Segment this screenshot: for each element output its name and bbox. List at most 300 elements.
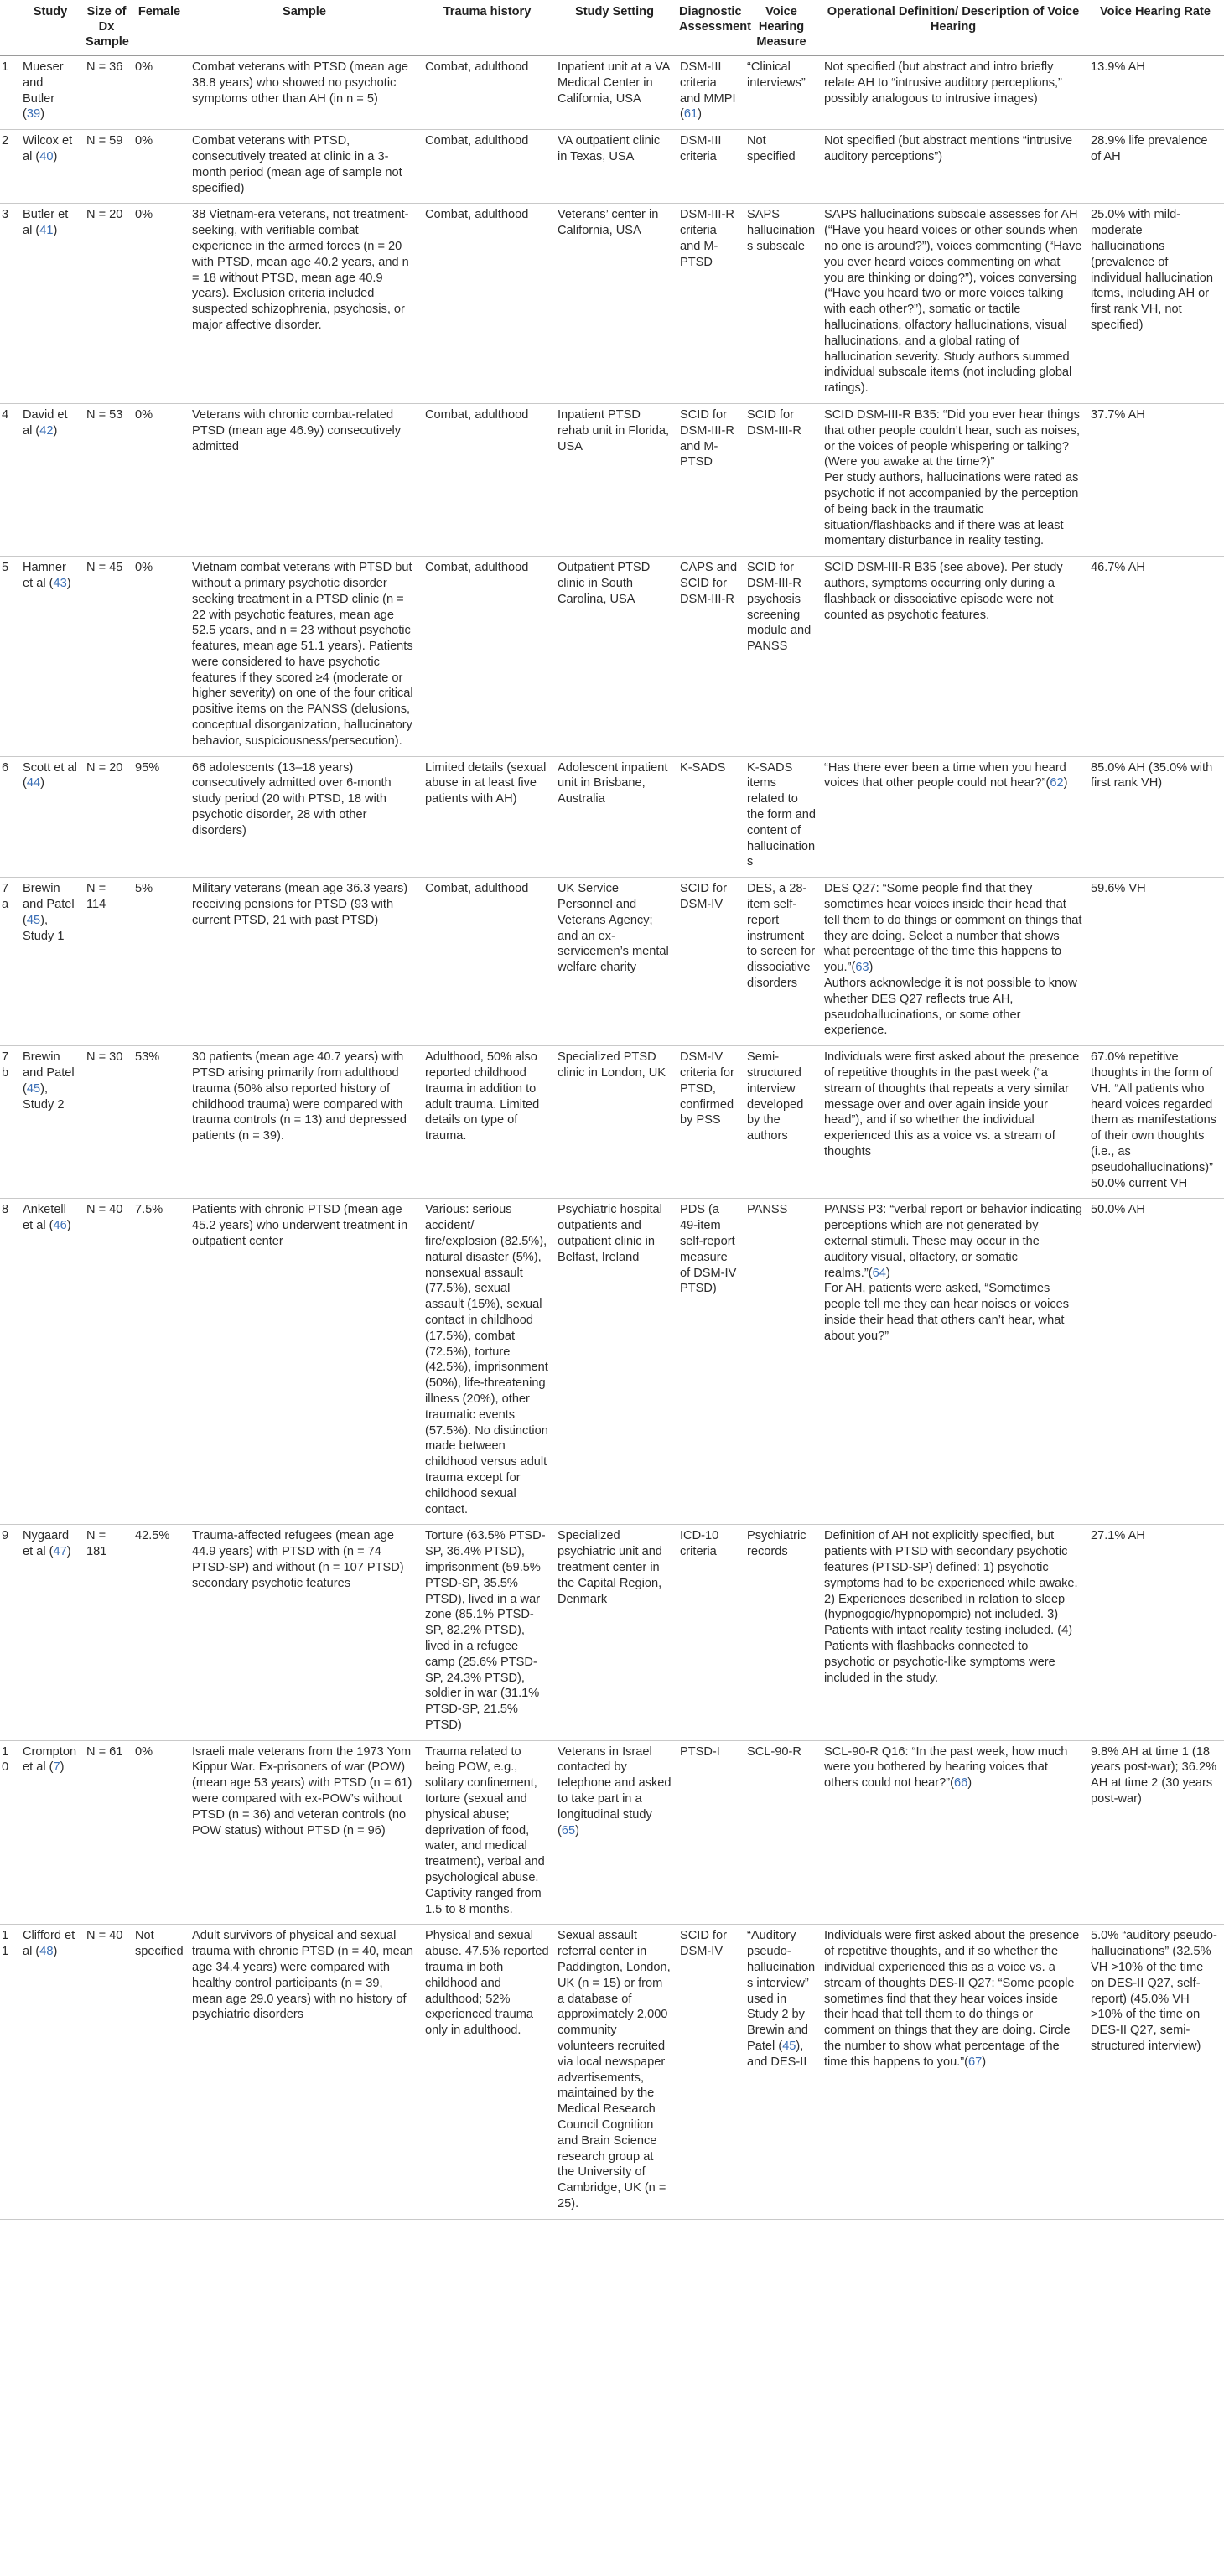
cell-female bbox=[131, 878, 188, 1046]
diagnostic-assessment-text-end: ) bbox=[698, 107, 702, 122]
study-text-end: ) bbox=[40, 776, 44, 790]
cell-study bbox=[18, 756, 82, 878]
cell-rate bbox=[1087, 1925, 1224, 2219]
cell-num bbox=[0, 557, 18, 757]
study-reference-link[interactable]: 39 bbox=[26, 107, 41, 122]
cell-trauma bbox=[421, 756, 553, 878]
cell-rate bbox=[1087, 1740, 1224, 1925]
study-text: Crompton et al ( bbox=[23, 1744, 77, 1775]
voice-hearing-measure: SCID for DSM-III-R bbox=[747, 407, 801, 438]
female-percentage: 7.5% bbox=[135, 1203, 163, 1217]
voice-hearing-rate: 67.0% repetitive thoughts in the form of VH. “All patients who heard voices regarded them as manifestations of their own thoughts (i.e., as pseudohallucinations)” 50.0% current VH bbox=[1091, 1050, 1217, 1190]
cell-sample bbox=[188, 204, 421, 404]
cell-size bbox=[82, 403, 131, 556]
sample-description: 30 patients (mean age 40.7 years) with PTSD arising primarily from adulthood trauma (50% also reported history of childhood trauma) were compared with trauma controls (n = 13) and depressed patients (n = 39). bbox=[192, 1050, 407, 1143]
row-number: 7b bbox=[2, 1050, 9, 1081]
cell-study bbox=[18, 878, 82, 1046]
cell-num bbox=[0, 1925, 18, 2219]
cell-size bbox=[82, 878, 131, 1046]
study-reference-link[interactable]: 41 bbox=[39, 224, 54, 238]
definition-text: PANSS P3: “verbal report or behavior indicating perceptions which are not generated by external stimuli. These may occur in the auditory visual, olfactory, or somatic realms.”( bbox=[824, 1203, 1082, 1280]
cell-num bbox=[0, 56, 18, 130]
cell-female bbox=[131, 56, 188, 130]
voice-hearing-rate: 37.7% AH bbox=[1091, 407, 1145, 422]
cell-size bbox=[82, 56, 131, 130]
study-setting-text: Veterans in Israel contacted by telephone and asked to take part in a longitudinal study ( bbox=[558, 1744, 672, 1837]
sample-description: Adult survivors of physical and sexual trauma with chronic PTSD (n = 40, mean age 34.4 years) were compared with healthy control participants (n = 39, mean age 29.0 years) with no history of psychiatric disorders bbox=[192, 1929, 414, 2022]
row-number: 4 bbox=[2, 407, 9, 422]
cell-setting bbox=[553, 403, 676, 556]
cell-female bbox=[131, 1925, 188, 2219]
cell-setting bbox=[553, 130, 676, 204]
cell-female bbox=[131, 204, 188, 404]
cell-measure bbox=[743, 557, 820, 757]
row-number: 6 bbox=[2, 760, 9, 775]
diagnostic-assessment-text: DSM-III criteria and MMPI ( bbox=[680, 60, 736, 122]
study-text: Mueser and Butler ( bbox=[23, 60, 64, 122]
diagnostic-assessment-text: SCID for DSM-III-R and M-PTSD bbox=[680, 407, 734, 469]
definition-text: SCL-90-R Q16: “In the past week, how much were you bothered by hearing voices that others could not hear?”( bbox=[824, 1744, 1068, 1791]
study-text: Clifford et al ( bbox=[23, 1929, 75, 1959]
cell-trauma bbox=[421, 204, 553, 404]
table-row bbox=[0, 1046, 1224, 1199]
female-percentage: 53% bbox=[135, 1050, 160, 1065]
cell-diagnostic bbox=[676, 1199, 743, 1525]
cell-size bbox=[82, 557, 131, 757]
female-percentage: 42.5% bbox=[135, 1529, 170, 1543]
cell-rate bbox=[1087, 878, 1224, 1046]
definition-paragraph bbox=[824, 1744, 1082, 1791]
cell-rate bbox=[1087, 403, 1224, 556]
study-text-end: ), Study 2 bbox=[23, 1081, 65, 1112]
cell-female bbox=[131, 1199, 188, 1525]
cell-measure bbox=[743, 204, 820, 404]
cell-diagnostic bbox=[676, 130, 743, 204]
voice-hearing-rate: 13.9% AH bbox=[1091, 60, 1145, 74]
study-text: Hamner et al ( bbox=[23, 561, 66, 590]
definition-reference-link[interactable]: 67 bbox=[967, 2055, 983, 2069]
study-reference-link[interactable]: 48 bbox=[39, 1945, 54, 1959]
definition-paragraph: Per study authors, hallucinations were rated as psychotic if not accompanied by the perception of being back in the traumatic situation/flashbacks and if there was at least momentary disturbance in reality testing. bbox=[824, 471, 1079, 548]
definition-text-end: ) bbox=[982, 2055, 987, 2069]
cell-female bbox=[131, 756, 188, 878]
study-reference-link[interactable]: 44 bbox=[26, 776, 41, 790]
cell-size bbox=[82, 130, 131, 204]
study-reference-link[interactable]: 43 bbox=[53, 576, 67, 590]
voice-hearing-measure: SAPS hallucinations subscale bbox=[747, 208, 816, 253]
voice-hearing-measure: PANSS bbox=[747, 1203, 788, 1217]
study-setting: VA outpatient clinic in Texas, USA bbox=[558, 134, 661, 163]
definition-paragraph bbox=[824, 881, 1082, 976]
cell-sample bbox=[188, 1046, 421, 1199]
definition-reference-link[interactable]: 64 bbox=[872, 1266, 886, 1280]
cell-trauma bbox=[421, 1199, 553, 1525]
table-row bbox=[0, 1925, 1224, 2219]
row-number: 9 bbox=[2, 1529, 9, 1543]
cell-num bbox=[0, 1046, 18, 1199]
voice-hearing-rate: 28.9% life prevalence of AH bbox=[1091, 134, 1208, 163]
study-setting: Inpatient PTSD rehab unit in Florida, USA bbox=[558, 407, 670, 454]
cell-female bbox=[131, 130, 188, 204]
diagnostic-assessment-text: SCID for DSM-IV bbox=[680, 1929, 727, 1959]
cell-definition bbox=[820, 403, 1087, 556]
definition-text-end: ) bbox=[967, 1776, 972, 1791]
diagnostic-assessment-text: PDS (a 49-item self-report measure of DSM-IV PTSD) bbox=[680, 1203, 737, 1296]
voice-hearing-rate: 46.7% AH bbox=[1091, 561, 1145, 575]
cell-diagnostic bbox=[676, 1046, 743, 1199]
cell-size bbox=[82, 1046, 131, 1199]
cell-sample bbox=[188, 878, 421, 1046]
definition-paragraph: For AH, patients were asked, “Sometimes people tell me they can hear noises or voices inside their head that others can’t hear, what about you?” bbox=[824, 1282, 1070, 1343]
study-setting: Outpatient PTSD clinic in South Carolina, USA bbox=[558, 561, 651, 606]
cell-sample bbox=[188, 557, 421, 757]
cell-setting bbox=[553, 1525, 676, 1740]
trauma-history: Combat, adulthood bbox=[425, 882, 529, 896]
row-number: 2 bbox=[2, 134, 9, 148]
cell-trauma bbox=[421, 557, 553, 757]
female-percentage: 0% bbox=[135, 208, 153, 222]
cell-measure bbox=[743, 56, 820, 130]
cell-study bbox=[18, 1925, 82, 2219]
definition-text: Individuals were first asked about the presence of repetitive thoughts, and if so whether the individual experienced this as a voice vs. a stream of thoughts DES-II Q27: “Some people sometimes find that they hear voices inside their head that tell them to do things or comment on things that they are doing. Circle the number to show what percentage of the time this happens to you.”( bbox=[824, 1929, 1080, 2069]
cell-num bbox=[0, 756, 18, 878]
table-row bbox=[0, 557, 1224, 757]
female-percentage: 0% bbox=[135, 407, 153, 422]
cell-study bbox=[18, 56, 82, 130]
study-text-end: ) bbox=[60, 1760, 65, 1775]
study-setting: Psychiatric hospital outpatients and outpatient clinic in Belfast, Ireland bbox=[558, 1203, 662, 1264]
trauma-history: Torture (63.5% PTSD-SP, 36.4% PTSD), imprisonment (59.5% PTSD-SP, 35.5% PTSD), lived in a war zone (85.1% PTSD-SP, 82.2% PTSD), lived in a refugee camp (25.6% PTSD-SP, 24.3% PTSD), soldier in war (31.1% PTSD-SP, 21.5% PTSD) bbox=[425, 1529, 546, 1732]
voice-hearing-measure: K-SADS items related to the form and content of hallucinations bbox=[747, 760, 816, 869]
sample-size: N = 53 bbox=[86, 407, 123, 422]
cell-definition bbox=[820, 1046, 1087, 1199]
diagnostic-assessment-text: DSM-IV criteria for PTSD, confirmed by PSS bbox=[680, 1050, 734, 1127]
header-voice-hearing-measure: Voice Hearing Measure bbox=[743, 0, 820, 56]
header-trauma-history: Trauma history bbox=[421, 0, 553, 56]
trauma-history: Combat, adulthood bbox=[425, 561, 529, 575]
cell-num bbox=[0, 1740, 18, 1925]
definition-paragraph: Individuals were first asked about the presence of repetitive thoughts in the past week (“a stream of thoughts that repeats a very similar message over and over again inside your head”), and if so whether the individual experienced this as a voice vs. a stream of thoughts bbox=[824, 1050, 1080, 1158]
cell-sample bbox=[188, 130, 421, 204]
table-row bbox=[0, 1199, 1224, 1525]
cell-sample bbox=[188, 56, 421, 130]
table-body bbox=[0, 56, 1224, 2220]
definition-paragraph bbox=[824, 1928, 1082, 2070]
definition-paragraph: Definition of AH not explicitly specified, but patients with PTSD with secondary psychotic features (PTSD-SP) defined: 1) psychotic symptoms had to be experienced while awake. 2) Experiences described in relation to sleep (hypnogogic/hypnopompic) not included. 3) Patients with intact reality testing included. (4) Patients with flashbacks connected to psychotic or psychotic-like symptoms were included in the study. bbox=[824, 1529, 1078, 1685]
cell-measure bbox=[743, 1046, 820, 1199]
cell-num bbox=[0, 204, 18, 404]
table-row bbox=[0, 403, 1224, 556]
trauma-history: Limited details (sexual abuse in at least five patients with AH) bbox=[425, 760, 547, 806]
definition-paragraph: Not specified (but abstract and intro briefly relate AH to “intrusive auditory perceptions,” possibly analogous to intrusive images) bbox=[824, 60, 1062, 106]
cell-rate bbox=[1087, 1046, 1224, 1199]
cell-rate bbox=[1087, 130, 1224, 204]
definition-paragraph: SAPS hallucinations subscale assesses for AH (“Have you heard voices or other sounds when no one is around?”), voices commenting (“Have you ever heard voices commenting on what you are thinking or doing?”), voices conversing (“Have you heard two or more voices talking with each other?”), somatic or tactile hallucinations, olfactory hallucinations, visual hallucinations, and a global rating of hallucination severity. Study authors summed individual subscale items (not including global ratings). bbox=[824, 208, 1082, 396]
trauma-history: Adulthood, 50% also reported childhood trauma in addition to adult trauma. Limited details on type of trauma. bbox=[425, 1050, 540, 1143]
study-text: Brewin and Patel ( bbox=[23, 882, 75, 927]
header-operational-definition: Operational Definition/ Description of Voice Hearing bbox=[820, 0, 1087, 56]
definition-reference-link[interactable]: 63 bbox=[855, 961, 869, 975]
trauma-history: Combat, adulthood bbox=[425, 60, 529, 74]
cell-num bbox=[0, 1525, 18, 1740]
voice-hearing-rate: 59.6% VH bbox=[1091, 882, 1146, 896]
cell-study bbox=[18, 204, 82, 404]
cell-diagnostic bbox=[676, 1740, 743, 1925]
header-sample: Sample bbox=[188, 0, 421, 56]
cell-trauma bbox=[421, 1925, 553, 2219]
cell-rate bbox=[1087, 1199, 1224, 1525]
row-number: 3 bbox=[2, 208, 9, 222]
cell-definition bbox=[820, 1525, 1087, 1740]
sample-size: N = 181 bbox=[86, 1529, 107, 1559]
cell-setting bbox=[553, 56, 676, 130]
row-number: 10 bbox=[2, 1744, 9, 1775]
cell-size bbox=[82, 1199, 131, 1525]
cell-setting bbox=[553, 1199, 676, 1525]
cell-study bbox=[18, 1740, 82, 1925]
definition-paragraph bbox=[824, 760, 1082, 792]
sample-description: Trauma-affected refugees (mean age 44.9 years) with PTSD with (n = 74 PTSD-SP) and without (n = 107 PTSD) secondary psychotic features bbox=[192, 1529, 404, 1590]
trauma-history: Various: serious accident/ fire/explosion (82.5%), natural disaster (5%), nonsexual assault (77.5%), sexual assault (15%), sexual contact in childhood (17.5%), combat (72.5%), torture (42.5%), imprisonment (50%), life-threatening illness (20%), other traumatic events (57.5%). No distinction made between childhood versus adult trauma except for childhood sexual contact. bbox=[425, 1203, 548, 1516]
definition-paragraph: SCID DSM-III-R B35 (see above). Per study authors, symptoms occurring only during a flashback or dissociative episode were not counted as psychotic features. bbox=[824, 561, 1063, 622]
cell-diagnostic bbox=[676, 1525, 743, 1740]
cell-num bbox=[0, 1199, 18, 1525]
cell-rate bbox=[1087, 557, 1224, 757]
definition-text-end: ) bbox=[885, 1266, 890, 1280]
cell-sample bbox=[188, 403, 421, 556]
cell-num bbox=[0, 878, 18, 1046]
study-text-end: ) bbox=[40, 107, 44, 122]
definition-paragraph: Authors acknowledge it is not possible to know whether DES Q27 reflects true AH, pseudohallucinations, or some other experience. bbox=[824, 977, 1077, 1038]
sample-description: Israeli male veterans from the 1973 Yom Kippur War. Ex-prisoners of war (POW) (mean age 53 years) with PTSD (n = 61) were compared with ex-POW’s without PTSD (n = 36) and veteran controls (no POW status) without PTSD (n = 96) bbox=[192, 1744, 412, 1837]
voice-hearing-measure: Psychiatric records bbox=[747, 1529, 806, 1559]
cell-setting bbox=[553, 878, 676, 1046]
diagnostic-assessment-text: K-SADS bbox=[680, 760, 726, 775]
header-size: Size of Dx Sample bbox=[82, 0, 131, 56]
diagnostic-assessment-text: CAPS and SCID for DSM-III-R bbox=[680, 561, 738, 606]
voice-hearing-rate: 25.0% with mild-moderate hallucinations (prevalence of individual hallucination items, including AH or first rank VH, not specified) bbox=[1091, 208, 1214, 332]
cell-measure bbox=[743, 1925, 820, 2219]
study-reference-link[interactable]: 42 bbox=[39, 423, 54, 438]
cell-setting bbox=[553, 756, 676, 878]
cell-rate bbox=[1087, 1525, 1224, 1740]
cell-definition bbox=[820, 1925, 1087, 2219]
voice-hearing-measure: Not specified bbox=[747, 134, 796, 163]
study-text: Butler et al ( bbox=[23, 208, 69, 238]
row-number: 7a bbox=[2, 882, 9, 912]
table-header-row bbox=[0, 0, 1224, 56]
cell-measure bbox=[743, 1199, 820, 1525]
study-reference-link[interactable]: 45 bbox=[26, 913, 41, 927]
cell-rate bbox=[1087, 204, 1224, 404]
voice-hearing-measure-text: “Auditory pseudo-hallucinations interview” used in Study 2 by Brewin and Patel ( bbox=[747, 1929, 816, 2054]
sample-description: 38 Vietnam-era veterans, not treatment-seeking, with verifiable combat experience in the armed forces (n = 20 with PTSD, mean age 40.2 years, and n = 18 without PTSD, mean age 40.9 years). Exclusion criteria included suspected schizophrenia, psychosis, or major affective disorder. bbox=[192, 208, 409, 332]
definition-text-end: ) bbox=[869, 961, 874, 975]
female-percentage: 0% bbox=[135, 1744, 153, 1759]
study-setting-reference-link[interactable]: 65 bbox=[561, 1823, 576, 1837]
cell-measure bbox=[743, 130, 820, 204]
sample-size: N = 20 bbox=[86, 760, 123, 775]
table-row bbox=[0, 56, 1224, 130]
header-num bbox=[0, 0, 18, 56]
definition-paragraph: Not specified (but abstract mentions “intrusive auditory perceptions”) bbox=[824, 134, 1073, 163]
table-row bbox=[0, 204, 1224, 404]
sample-size: N = 59 bbox=[86, 134, 123, 148]
voice-hearing-rate: 5.0% “auditory pseudo-hallucinations” (32.5% VH >10% of the time on DES-II Q27, self-report) (45.0% VH >10% of the time on DES-II Q27, semi-structured interview) bbox=[1091, 1929, 1217, 2054]
sample-description: Patients with chronic PTSD (mean age 45.2 years) who underwent treatment in outpatient center bbox=[192, 1203, 408, 1248]
trauma-history: Physical and sexual abuse. 47.5% reported trauma in both childhood and adulthood; 52% experienced trauma only in adulthood. bbox=[425, 1929, 549, 2038]
row-number: 11 bbox=[2, 1929, 9, 1959]
voice-hearing-measure: SCID for DSM-III-R psychosis screening module and PANSS bbox=[747, 561, 812, 654]
study-text-end: ) bbox=[53, 1945, 58, 1959]
row-number: 5 bbox=[2, 561, 9, 575]
cell-female bbox=[131, 403, 188, 556]
definition-text: DES Q27: “Some people find that they sometimes hear voices inside their head that tell them to do things or comment on things that they are doing. Select a number that shows what percentage of the time this happens to you.”( bbox=[824, 882, 1082, 975]
cell-definition bbox=[820, 1740, 1087, 1925]
diagnostic-assessment-text: DSM-III criteria bbox=[680, 134, 722, 163]
cell-measure bbox=[743, 1525, 820, 1740]
cell-diagnostic bbox=[676, 204, 743, 404]
table-row bbox=[0, 878, 1224, 1046]
cell-size bbox=[82, 1925, 131, 2219]
study-setting: Adolescent inpatient unit in Brisbane, Australia bbox=[558, 760, 668, 806]
study-text-end: ) bbox=[53, 423, 58, 438]
cell-female bbox=[131, 1525, 188, 1740]
header-study-setting: Study Setting bbox=[553, 0, 676, 56]
cell-setting bbox=[553, 557, 676, 757]
study-text: Scott et al ( bbox=[23, 760, 77, 790]
female-percentage: 5% bbox=[135, 882, 153, 896]
voice-hearing-measure: “Clinical interviews” bbox=[747, 60, 806, 90]
study-text: Nygaard et al ( bbox=[23, 1529, 70, 1559]
row-number: 8 bbox=[2, 1203, 9, 1217]
cell-study bbox=[18, 130, 82, 204]
study-setting: Sexual assault referral center in Paddington, London, UK (n = 15) or from a database of approximately 2,000 community volunteers recruited via local newspaper advertisements, maintained by the Medical Research Council Cognition and Brain Science research group at the University of Cambridge, UK (n = 25). bbox=[558, 1929, 671, 2211]
cell-study bbox=[18, 1046, 82, 1199]
female-percentage: 0% bbox=[135, 561, 153, 575]
study-setting: Specialized psychiatric unit and treatment center in the Capital Region, Denmark bbox=[558, 1529, 662, 1606]
study-text-end: ) bbox=[66, 1219, 71, 1233]
table-row bbox=[0, 1525, 1224, 1740]
cell-trauma bbox=[421, 56, 553, 130]
cell-trauma bbox=[421, 1525, 553, 1740]
voice-hearing-measure: SCL-90-R bbox=[747, 1744, 801, 1759]
study-reference-link[interactable]: 46 bbox=[53, 1219, 67, 1233]
study-text-end: ), Study 1 bbox=[23, 913, 65, 943]
study-reference-link[interactable]: 7 bbox=[53, 1760, 60, 1775]
diagnostic-assessment-text: DSM-III-R criteria and M-PTSD bbox=[680, 208, 734, 269]
cell-definition bbox=[820, 878, 1087, 1046]
definition-reference-link[interactable]: 62 bbox=[1050, 776, 1064, 790]
cell-definition bbox=[820, 756, 1087, 878]
voice-hearing-rate: 50.0% AH bbox=[1091, 1203, 1145, 1217]
cell-study bbox=[18, 403, 82, 556]
cell-setting bbox=[553, 1046, 676, 1199]
cell-definition bbox=[820, 56, 1087, 130]
cell-setting bbox=[553, 204, 676, 404]
cell-female bbox=[131, 557, 188, 757]
voice-hearing-rate: 27.1% AH bbox=[1091, 1529, 1145, 1543]
diagnostic-assessment-reference-link[interactable]: 61 bbox=[683, 107, 698, 122]
trauma-history: Combat, adulthood bbox=[425, 407, 529, 422]
sample-description: Combat veterans with PTSD (mean age 38.8 years) who showed no psychotic symptoms other than AH (in n = 5) bbox=[192, 60, 408, 106]
trauma-history: Combat, adulthood bbox=[425, 208, 529, 222]
cell-trauma bbox=[421, 1740, 553, 1925]
study-setting-text-end: ) bbox=[575, 1823, 579, 1837]
header-voice-hearing-rate: Voice Hearing Rate bbox=[1087, 0, 1224, 56]
cell-study bbox=[18, 1199, 82, 1525]
female-percentage: 0% bbox=[135, 60, 153, 74]
sample-description: 66 adolescents (13–18 years) consecutively admitted over 6-month study period (20 with PTSD, 18 with psychotic disorder, 28 with other disorders) bbox=[192, 760, 392, 837]
voice-hearing-rate: 85.0% AH (35.0% with first rank VH) bbox=[1091, 760, 1213, 790]
definition-reference-link[interactable]: 66 bbox=[953, 1776, 968, 1791]
cell-trauma bbox=[421, 1046, 553, 1199]
cell-trauma bbox=[421, 403, 553, 556]
cell-measure bbox=[743, 878, 820, 1046]
study-reference-link[interactable]: 47 bbox=[53, 1545, 67, 1559]
definition-paragraph: SCID DSM-III-R B35: “Did you ever hear things that other people couldn’t hear, such as noises, or the voices of people whispering or talking? (Were you awake at the time?)” bbox=[824, 407, 1081, 469]
sample-size: N = 20 bbox=[86, 208, 123, 222]
cell-study bbox=[18, 557, 82, 757]
table-row bbox=[0, 1740, 1224, 1925]
cell-measure bbox=[743, 403, 820, 556]
header-study: Study bbox=[18, 0, 82, 56]
cell-num bbox=[0, 403, 18, 556]
diagnostic-assessment-text: SCID for DSM-IV bbox=[680, 882, 727, 912]
trauma-history: Trauma related to being POW, e.g., solitary confinement, torture (sexual and physical abuse; deprivation of food, water, and medical treatment), verbal and psychological abuse. Captivity ranged from 1.5 to 8 months. bbox=[425, 1744, 545, 1916]
cell-definition bbox=[820, 204, 1087, 404]
cell-setting bbox=[553, 1740, 676, 1925]
study-text: David et al ( bbox=[23, 407, 68, 438]
cell-diagnostic bbox=[676, 756, 743, 878]
study-text-end: ) bbox=[66, 576, 71, 590]
cell-num bbox=[0, 130, 18, 204]
study-reference-link[interactable]: 40 bbox=[39, 149, 54, 163]
study-setting: UK Service Personnel and Veterans Agency; and an ex-servicemen’s mental welfare charity bbox=[558, 882, 669, 975]
cell-size bbox=[82, 204, 131, 404]
definition-text: “Has there ever been a time when you heard voices that other people could not hear?”( bbox=[824, 760, 1066, 790]
sample-size: N = 40 bbox=[86, 1203, 123, 1217]
sample-size: N = 36 bbox=[86, 60, 123, 74]
cell-definition bbox=[820, 130, 1087, 204]
study-reference-link[interactable]: 45 bbox=[26, 1081, 41, 1096]
table-row bbox=[0, 756, 1224, 878]
trauma-history: Combat, adulthood bbox=[425, 134, 529, 148]
definition-paragraph bbox=[824, 1202, 1082, 1281]
study-setting: Specialized PTSD clinic in London, UK bbox=[558, 1050, 666, 1081]
study-text: Brewin and Patel ( bbox=[23, 1050, 75, 1096]
definition-text-end: ) bbox=[1063, 776, 1068, 790]
cell-size bbox=[82, 756, 131, 878]
cell-size bbox=[82, 1740, 131, 1925]
row-number: 1 bbox=[2, 60, 9, 74]
header-diagnostic-assessment: Diagnostic Assessment bbox=[676, 0, 743, 56]
female-percentage: Not specified bbox=[135, 1929, 184, 1959]
cell-trauma bbox=[421, 878, 553, 1046]
cell-study bbox=[18, 1525, 82, 1740]
voice-hearing-measure-text-end: ), and DES-II bbox=[747, 2040, 807, 2069]
voice-hearing-measure-reference-link[interactable]: 45 bbox=[782, 2040, 796, 2054]
cell-size bbox=[82, 1525, 131, 1740]
header-female: Female bbox=[131, 0, 188, 56]
study-text-end: ) bbox=[53, 149, 58, 163]
study-setting: Inpatient unit at a VA Medical Center in California, USA bbox=[558, 60, 670, 106]
sample-size: N = 114 bbox=[86, 882, 106, 912]
study-text-end: ) bbox=[66, 1545, 71, 1559]
cell-definition bbox=[820, 557, 1087, 757]
cell-sample bbox=[188, 756, 421, 878]
sample-size: N = 61 bbox=[86, 1744, 123, 1759]
